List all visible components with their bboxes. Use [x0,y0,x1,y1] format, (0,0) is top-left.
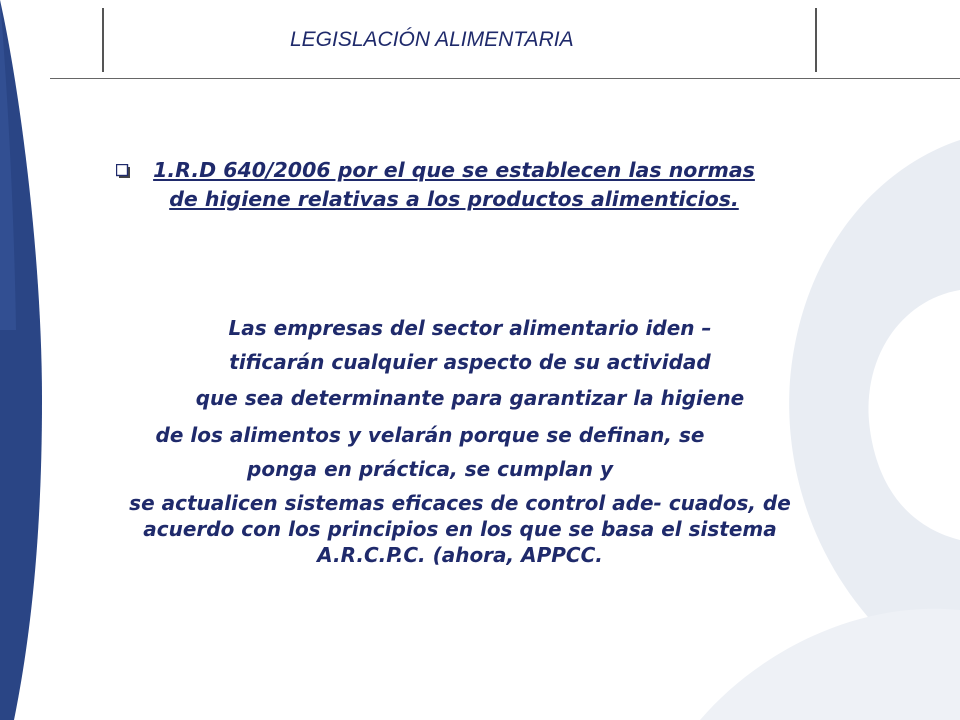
paragraph-continuation: se actualicen sistemas eficaces de control ade- cuados, de acuerdo con los principios en los que se basa el sistema A.R.C.P.C. (ahora, APPCC. [129,491,791,567]
header-divider-left [102,8,104,72]
checkbox-bullet-icon [116,164,130,178]
paragraph-line: que sea determinante para garantizar la higiene [195,386,745,410]
paragraph-line: tificarán cualquier aspecto de su actividad [229,350,711,374]
paragraph-line: de los alimentos y velarán porque se definan, se [155,423,705,447]
header-divider-right [815,8,817,72]
slide-title: LEGISLACIÓN ALIMENTARIA [290,28,574,51]
regulation-title: 1.R.D 640/2006 por el que se establecen las normas de higiene relativas a los productos alimenticios. [153,158,755,211]
paragraph-line: Las empresas del sector alimentario iden – [228,316,712,340]
header-rule [50,78,960,79]
watermark-logo-lower [700,609,960,720]
paragraph-line: ponga en práctica, se cumplan y [247,457,613,481]
